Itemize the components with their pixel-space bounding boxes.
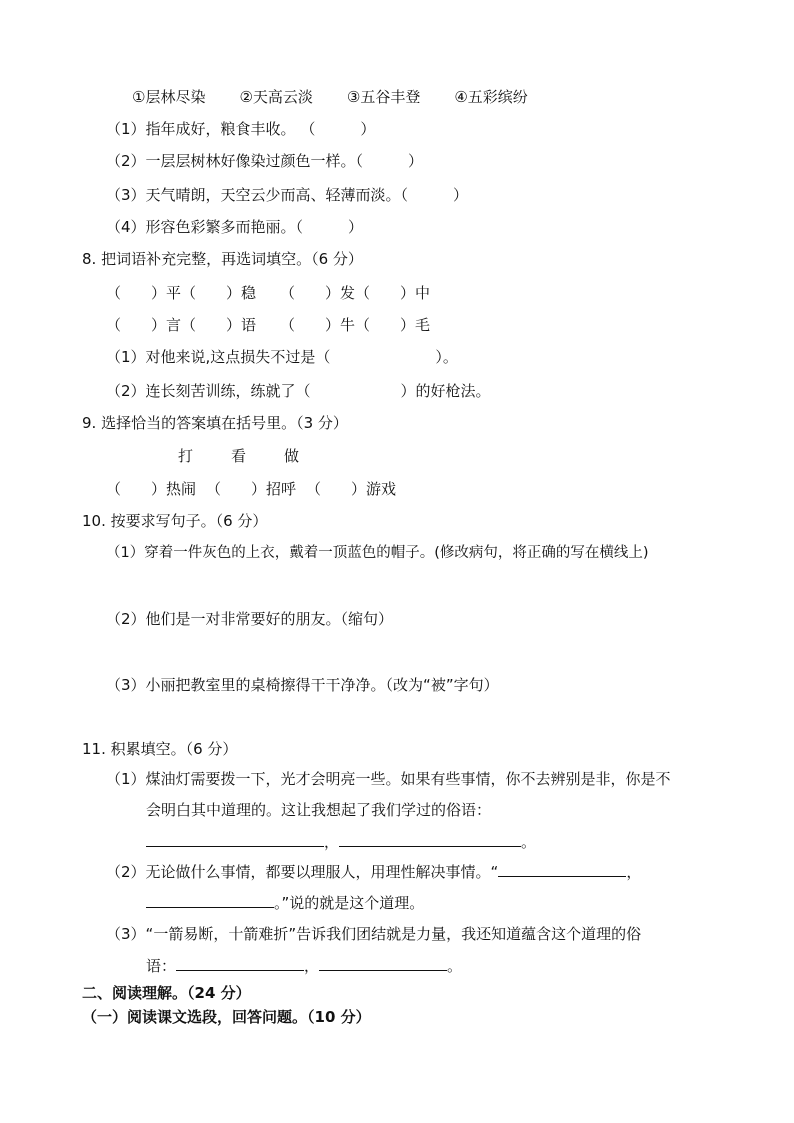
q11-item-2-text: （2）无论做什么事情，都要以理服人，用理性解决事情。“: [106, 863, 499, 881]
q9-title: 9. 选择恰当的答案填在括号里。（3 分）: [82, 414, 348, 432]
q11-item-1-line-1: （1）煤油灯需要拨一下，光才会明亮一些。如果有些事情，你不去辨别是非，你是不: [106, 770, 671, 788]
q11-item-2-line-1: [106, 862, 641, 882]
q11-item-1-blanks: [146, 832, 536, 852]
answer-blank[interactable]: [146, 893, 274, 908]
q7-option-4: ④五彩缤纷: [454, 88, 528, 106]
q9-item-2: （ ）招呼: [206, 480, 297, 498]
q8-row-1: [106, 283, 430, 303]
q8-word-3: （ ）言（ ）语: [106, 316, 257, 334]
q11-item-3-line-2: [146, 956, 462, 976]
q10-item-3: （3）小丽把教室里的桌椅擦得干干净净。（改为“被”字句）: [106, 676, 499, 694]
q9-item-3: （ ）游戏: [306, 480, 397, 498]
q8-row-2: [106, 315, 430, 335]
q8-title: 8. 把词语补充完整，再选词填空。（6 分）: [82, 250, 363, 268]
period: 。: [521, 833, 537, 851]
q8-word-1: （ ）平（ ）稳: [106, 284, 257, 302]
q11-item-2-line-2: [146, 893, 424, 913]
q9-choice-3: 做: [284, 447, 300, 465]
q9-choice-2: 看: [231, 447, 247, 465]
comma: ，: [304, 957, 320, 975]
q11-item-3-line-1: （3）“一箭易断，十箭难折”告诉我们团结就是力量，我还知道蕴含这个道理的俗: [106, 925, 642, 943]
answer-blank[interactable]: [319, 956, 447, 971]
q7-item-2: （2）一层层树林好像染过颜色一样。（ ）: [106, 152, 424, 170]
q11-item-2-ending: 。”说的就是这个道理。: [274, 894, 425, 912]
q9-items: [106, 479, 396, 499]
q8-word-4: （ ）牛（ ）毛: [280, 316, 431, 334]
section-2-subtitle: （一）阅读课文选段，回答问题。（10 分）: [82, 1008, 371, 1026]
comma: ，: [324, 833, 340, 851]
q11-title: 11. 积累填空。（6 分）: [82, 740, 238, 758]
q10-title: 10. 按要求写句子。（6 分）: [82, 512, 268, 530]
answer-blank[interactable]: [339, 832, 521, 847]
q9-choices: [178, 446, 299, 466]
q7-option-1: ①层林尽染: [132, 88, 206, 106]
q10-item-2: （2）他们是一对非常要好的朋友。（缩句）: [106, 610, 394, 628]
period: 。: [447, 957, 463, 975]
comma: ，: [626, 863, 642, 881]
q8-item-2: （2）连长刻苦训练，练就了（ ）的好枪法。: [106, 382, 491, 400]
q7-item-1: （1）指年成好，粮食丰收。 （ ）: [106, 120, 376, 138]
answer-blank[interactable]: [146, 832, 324, 847]
q9-choice-1: 打: [178, 447, 194, 465]
answer-blank[interactable]: [176, 956, 304, 971]
q7-option-2: ②天高云淡: [239, 88, 313, 106]
q8-item-1: （1）对他来说,这点损失不过是（ ）。: [106, 348, 458, 366]
q7-item-4: （4）形容色彩繁多而艳丽。（ ）: [106, 218, 364, 236]
q10-item-1: （1）穿着一件灰色的上衣，戴着一顶蓝色的帽子。(修改病句，将正确的写在横线上): [106, 545, 649, 561]
q7-option-3: ③五谷丰登: [346, 88, 421, 106]
q8-word-2: （ ）发（ ）中: [280, 284, 431, 302]
answer-blank[interactable]: [498, 862, 626, 877]
q11-item-3-prefix: 语：: [146, 957, 177, 975]
q9-item-1: （ ）热闹: [106, 480, 197, 498]
q7-options: [132, 87, 528, 107]
q7-item-3: （3）天气晴朗，天空云少而高、轻薄而淡。（ ）: [106, 186, 469, 204]
q11-item-1-line-2: 会明白其中道理的。这让我想起了我们学过的俗语：: [146, 801, 492, 819]
section-2-title: 二、阅读理解。（24 分）: [82, 984, 251, 1002]
